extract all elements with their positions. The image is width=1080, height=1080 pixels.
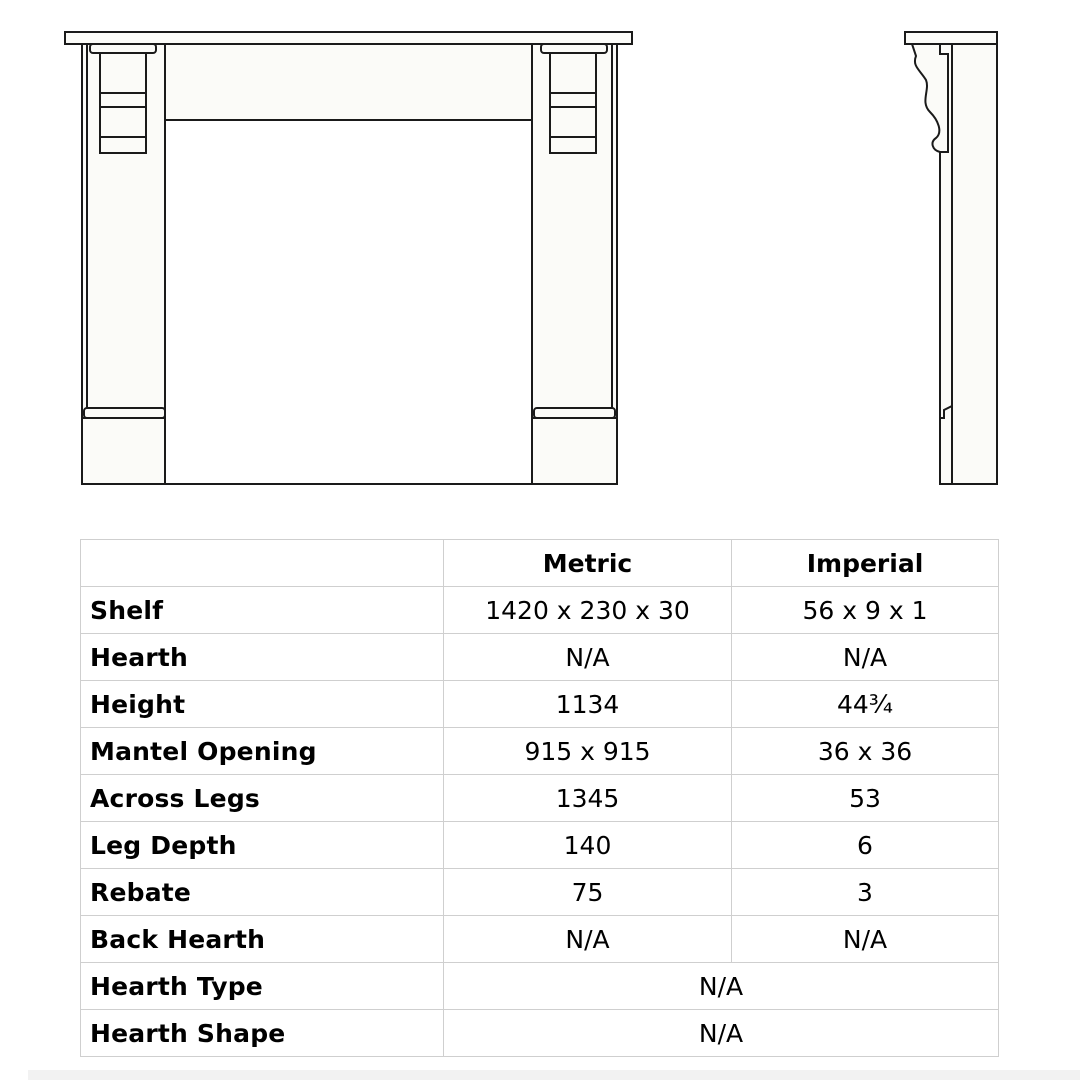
leg-depth-imperial: 6: [732, 822, 999, 869]
mantel-drawing: [0, 0, 1080, 500]
front-elevation: [65, 32, 632, 484]
header-blank: [81, 540, 444, 587]
row-label-rebate: Rebate: [81, 869, 444, 916]
row-label-leg-depth: Leg Depth: [81, 822, 444, 869]
header-metric: Metric: [444, 540, 732, 587]
table-row: [81, 681, 999, 728]
table-row: [81, 1010, 999, 1057]
side-shelf: [905, 32, 997, 44]
front-right-plinth: [532, 418, 617, 484]
side-elevation: [905, 32, 997, 484]
mantel-opening-metric: 915 x 915: [444, 728, 732, 775]
table-row: [81, 728, 999, 775]
across-legs-metric: 1345: [444, 775, 732, 822]
back-hearth-metric: N/A: [444, 916, 732, 963]
front-left-corbel-cap: [90, 44, 156, 53]
height-imperial: 44¾: [732, 681, 999, 728]
side-corbel-profile: [912, 44, 948, 152]
row-label-back-hearth: Back Hearth: [81, 916, 444, 963]
hearth-imperial: N/A: [732, 634, 999, 681]
leg-depth-metric: 140: [444, 822, 732, 869]
table-row: [81, 963, 999, 1010]
row-label-height: Height: [81, 681, 444, 728]
table-header-row: [81, 540, 999, 587]
table-row: [81, 916, 999, 963]
table-row: [81, 775, 999, 822]
shelf-metric: 1420 x 230 x 30: [444, 587, 732, 634]
front-right-plinth-cap: [534, 408, 615, 418]
row-label-across-legs: Across Legs: [81, 775, 444, 822]
shelf-imperial: 56 x 9 x 1: [732, 587, 999, 634]
table-row: [81, 634, 999, 681]
front-opening: [165, 120, 532, 484]
row-label-hearth-shape: Hearth Shape: [81, 1010, 444, 1057]
mantel-opening-imperial: 36 x 36: [732, 728, 999, 775]
across-legs-imperial: 53: [732, 775, 999, 822]
table-row: [81, 587, 999, 634]
hearth-type-value: N/A: [444, 963, 999, 1010]
spec-table: [80, 539, 999, 1057]
rebate-metric: 75: [444, 869, 732, 916]
side-plinth: [940, 406, 952, 484]
hearth-shape-value: N/A: [444, 1010, 999, 1057]
front-shelf: [65, 32, 632, 44]
front-left-plinth: [82, 418, 165, 484]
back-hearth-imperial: N/A: [732, 916, 999, 963]
height-metric: 1134: [444, 681, 732, 728]
front-left-plinth-cap: [84, 408, 165, 418]
row-label-shelf: Shelf: [81, 587, 444, 634]
table-row: [81, 869, 999, 916]
header-imperial: Imperial: [732, 540, 999, 587]
rebate-imperial: 3: [732, 869, 999, 916]
row-label-hearth-type: Hearth Type: [81, 963, 444, 1010]
row-label-hearth: Hearth: [81, 634, 444, 681]
bottom-strip: [28, 1070, 1080, 1080]
front-right-corbel-cap: [541, 44, 607, 53]
row-label-mantel-opening: Mantel Opening: [81, 728, 444, 775]
table-row: [81, 822, 999, 869]
hearth-metric: N/A: [444, 634, 732, 681]
